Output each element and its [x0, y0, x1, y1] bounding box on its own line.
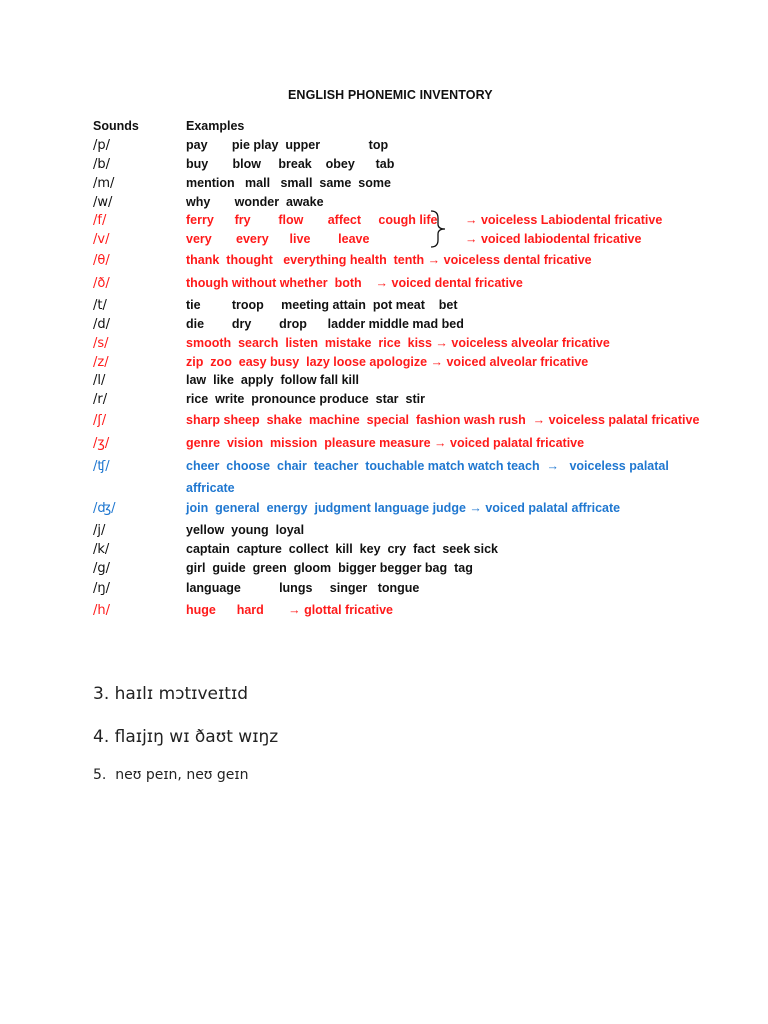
sound-symbol: /v/ [93, 232, 110, 247]
inventory-row-ezh [93, 436, 713, 454]
example-words: language lungs singer tongue [186, 581, 420, 595]
inventory-row-j [93, 523, 713, 541]
inventory-row-eng [93, 581, 713, 599]
sound-symbol: /r/ [93, 392, 108, 407]
example-words: though without whether both → voiced dental fricative [186, 276, 523, 290]
example-words: genre vision mission pleasure measure → voiced palatal fricative [186, 436, 585, 450]
examples-column-header: Examples [186, 119, 245, 133]
sound-symbol: /k/ [93, 542, 110, 557]
sound-symbol: /h/ [93, 603, 110, 618]
example-words: captain capture collect kill key cry fact seek sick [186, 542, 498, 556]
transcription-item-4: 4. flaɪjɪŋ wɪ ðaʊt wɪŋz [93, 727, 279, 747]
example-words: zip zoo easy busy lazy loose apologize → voiced alveolar fricative [186, 355, 589, 369]
inventory-row-esh [93, 413, 713, 431]
inventory-header [93, 119, 713, 137]
document-title: ENGLISH PHONEMIC INVENTORY [288, 88, 493, 102]
example-words: buy blow break obey tab [186, 157, 395, 171]
sound-symbol: /ʧ/ [93, 459, 110, 474]
sound-symbol: /ʒ/ [93, 436, 110, 451]
example-words: sharp sheep shake machine special fashion wash rush → voiceless palatal fricative [186, 413, 700, 427]
inventory-row-k [93, 542, 713, 560]
inventory-row-eth [93, 276, 713, 294]
sound-symbol: /m/ [93, 176, 115, 191]
sound-symbol: /f/ [93, 213, 107, 228]
example-words: law like apply follow fall kill [186, 373, 359, 387]
inventory-row-l [93, 373, 713, 391]
example-words: ferry fry flow affect cough life [186, 213, 438, 227]
inventory-row-s [93, 336, 713, 354]
inventory-row-tesh [93, 459, 713, 495]
sound-symbol: /ŋ/ [93, 581, 110, 596]
sound-symbol: /d/ [93, 317, 111, 332]
sound-symbol: /θ/ [93, 253, 110, 268]
inventory-row-r [93, 392, 713, 410]
example-words: girl guide green gloom bigger begger bag tag [186, 561, 473, 575]
example-words: very every live leave [186, 232, 370, 246]
sound-symbol: /p/ [93, 138, 111, 153]
inventory-row-g [93, 561, 713, 579]
example-words: tie troop meeting attain pot meat bet [186, 298, 458, 312]
example-words: join general energy judgment language judge → voiced palatal affricate [186, 501, 621, 515]
inventory-row-b [93, 157, 713, 175]
example-words: smooth search listen mistake rice kiss → voiceless alveolar fricative [186, 336, 610, 350]
transcription-item-5: 5. neʊ peɪn, neʊ geɪn [93, 767, 249, 783]
example-words: rice write pronounce produce star stir [186, 392, 425, 406]
inventory-row-d [93, 317, 713, 335]
inventory-row-t [93, 298, 713, 316]
sound-symbol: /ʃ/ [93, 413, 107, 428]
inventory-row-h [93, 603, 713, 621]
phonetic-description: → voiceless Labiodental fricative [465, 213, 663, 227]
example-words-continuation: affricate [186, 481, 235, 495]
sound-symbol: /t/ [93, 298, 107, 313]
sound-symbol: /s/ [93, 336, 109, 351]
example-words: cheer choose chair teacher touchable match watch teach → voiceless palatal [186, 459, 669, 473]
transcription-item-3: 3. haɪlɪ mɔtɪveɪtɪd [93, 684, 249, 704]
sound-symbol: /b/ [93, 157, 111, 172]
example-words: why wonder awake [186, 195, 324, 209]
sounds-column-header: Sounds [93, 119, 139, 133]
sound-symbol: /ʤ/ [93, 501, 116, 516]
example-words: die dry drop ladder middle mad bed [186, 317, 464, 331]
inventory-row-v [93, 232, 713, 250]
sound-symbol: /z/ [93, 355, 109, 370]
example-words: thank thought everything health tenth → voiceless dental fricative [186, 253, 592, 267]
inventory-row-w [93, 195, 713, 213]
inventory-row-p [93, 138, 713, 156]
inventory-row-theta [93, 253, 713, 271]
sound-symbol: /ð/ [93, 276, 110, 291]
inventory-row-m [93, 176, 713, 194]
inventory-row-z [93, 355, 713, 373]
example-words: mention mall small same some [186, 176, 391, 190]
inventory-row-f [93, 213, 713, 231]
sound-symbol: /l/ [93, 373, 106, 388]
curly-brace-icon [428, 209, 452, 249]
phonetic-description: → voiced labiodental fricative [465, 232, 642, 246]
example-words: pay pie play upper top [186, 138, 389, 152]
example-words: huge hard → glottal fricative [186, 603, 393, 617]
sound-symbol: /j/ [93, 523, 106, 538]
sound-symbol: /g/ [93, 561, 111, 576]
inventory-row-dezh [93, 501, 713, 519]
sound-symbol: /w/ [93, 195, 113, 210]
example-words: yellow young loyal [186, 523, 305, 537]
